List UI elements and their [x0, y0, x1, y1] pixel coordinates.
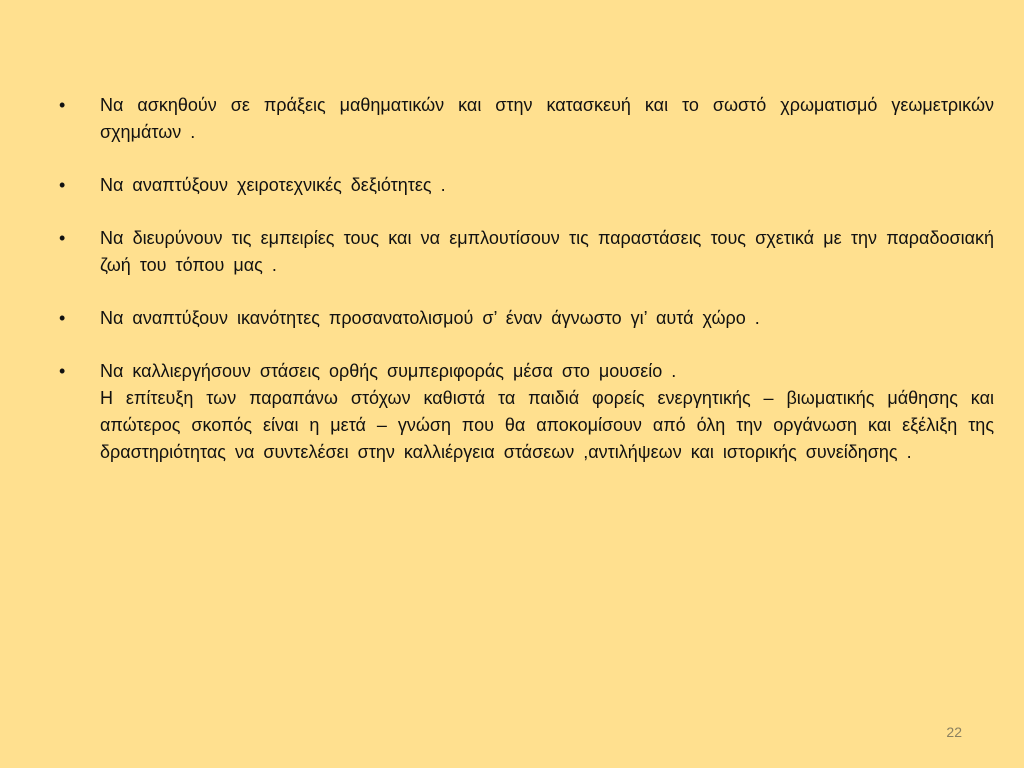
bullet-marker: • [59, 308, 66, 328]
bullet-text: Να αναπτύξουν χειροτεχνικές δεξιότητες . [100, 175, 446, 195]
bullet-continuation-text: Η επίτευξη των παραπάνω στόχων καθιστά τα παιδιά φορείς ενεργητικής – βιωματικής μάθησης και απώτερος σκοπός είναι η μετά – γνώση που θα αποκομίσουν από όλη την οργάνωση και εξέλιξη της δραστηριότητας να συντελέσει στην καλλιέργεια στάσεων ,αντιλήψεων και ιστορικής συνείδησης . [100, 388, 994, 462]
slide-number: 22 [946, 724, 962, 740]
bullet-text: Να ασκηθούν σε πράξεις μαθηματικών και στην κατασκευή και το σωστό χρωματισμό γεωμετρικών σχημάτων . [100, 95, 994, 142]
bullet-marker: • [59, 95, 66, 115]
bullet-marker: • [59, 175, 66, 195]
bullet-item-3 [54, 225, 994, 279]
bullet-text: Να καλλιεργήσουν στάσεις ορθής συμπεριφοράς μέσα στο μουσείο . [100, 361, 677, 381]
bullet-marker: • [59, 361, 66, 381]
bullet-item-5 [54, 358, 994, 466]
bullet-item-2 [54, 172, 994, 199]
bullet-marker: • [59, 228, 66, 248]
bullet-text: Να διευρύνουν τις εμπειρίες τους και να εμπλουτίσουν τις παραστάσεις τους σχετικά με την παραδοσιακή ζωή του τόπου μας . [100, 228, 994, 275]
bullet-item-4 [54, 305, 994, 332]
bullet-item-1 [54, 92, 994, 146]
bullet-list [54, 92, 994, 492]
bullet-text: Να αναπτύξουν ικανότητες προσανατολισμού σ’ έναν άγνωστο γι’ αυτά χώρο . [100, 308, 760, 328]
